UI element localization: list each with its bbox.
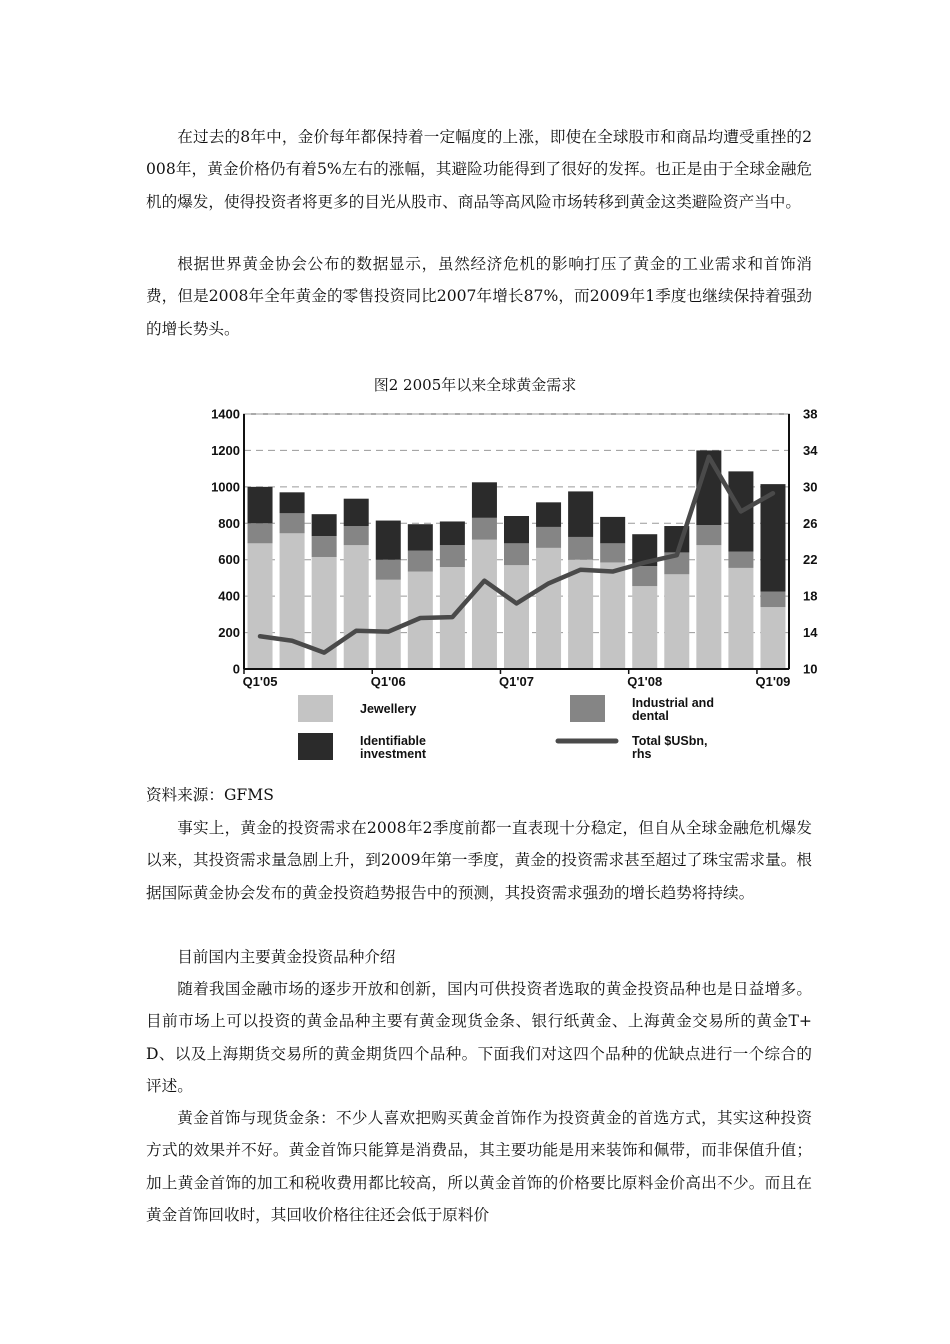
legend-label: investment xyxy=(360,747,426,761)
y-right-tick-label: 38 xyxy=(803,406,818,422)
bar-identifiable-investment xyxy=(408,524,433,550)
legend-label: Identifiable xyxy=(360,734,426,748)
bar-industrial-and-dental xyxy=(280,513,305,533)
bar-identifiable-investment xyxy=(536,502,561,527)
bar-identifiable-investment xyxy=(344,499,369,526)
legend-label: Total $USbn, xyxy=(632,734,708,748)
y-left-tick-label: 1000 xyxy=(211,479,240,495)
legend-label: Industrial and xyxy=(632,696,714,710)
bar-jewellery xyxy=(728,568,753,669)
bar-identifiable-investment xyxy=(280,492,305,513)
y-left-tick-label: 0 xyxy=(232,661,240,677)
bar-jewellery xyxy=(632,586,657,669)
bar-industrial-and-dental xyxy=(632,566,657,586)
y-left-tick-label: 800 xyxy=(218,515,240,531)
legend-label: dental xyxy=(632,709,669,723)
bar-industrial-and-dental xyxy=(472,518,497,540)
y-left-tick-label: 1200 xyxy=(211,442,240,458)
bar-jewellery xyxy=(504,565,529,669)
y-right-tick-label: 22 xyxy=(803,552,818,568)
y-right-tick-label: 30 xyxy=(803,479,818,495)
bar-industrial-and-dental xyxy=(344,526,369,545)
y-left-tick-label: 600 xyxy=(218,552,240,568)
bar-identifiable-investment xyxy=(312,514,337,536)
bar-identifiable-investment xyxy=(568,491,593,537)
bar-jewellery xyxy=(248,543,273,669)
paragraph-2: 根据世界黄金协会公布的数据显示，虽然经济危机的影响打压了黄金的工业需求和首饰消费，但是2008年全年黄金的零售投资同比2007年增长87%，而2009年1季度也继续保持着强劲的增长势头。 xyxy=(146,255,812,338)
bar-jewellery xyxy=(600,562,625,669)
x-tick-label: Q1'09 xyxy=(755,674,791,689)
paragraph-3: 事实上，黄金的投资需求在2008年2季度前都一直表现十分稳定，但自从全球金融危机爆发以来，其投资需求量急剧上升，到2009年第一季度，黄金的投资需求甚至超过了珠宝需求量。根据国际黄金协会发布的黄金投资趋势报告中的预测，其投资需求强劲的增长趋势将持续。 xyxy=(146,819,812,902)
bar-jewellery xyxy=(568,560,593,669)
paragraph-5: 随着我国金融市场的逐步开放和创新，国内可供投资者选取的黄金投资品种也是日益增多。目前市场上可以投资的黄金品种主要有黄金现货金条、银行纸黄金、上海黄金交易所的黄金T+D、以及上海期货交易所的黄金期货四个品种。下面我们对这四个品种的优缺点进行一个综合的评述。 xyxy=(146,980,812,1095)
bar-identifiable-investment xyxy=(440,521,465,545)
bar-identifiable-investment xyxy=(376,521,401,560)
gold-demand-chart xyxy=(211,403,830,763)
paragraph-6: 黄金首饰与现货金条：不少人喜欢把购买黄金首饰作为投资黄金的首选方式，其实这种投资方式的效果并不好。黄金首饰只能算是消费品，其主要功能是用来装饰和佩带，而非保值升值；加上黄金首饰的加工和税收费用都比较高，所以黄金首饰的价格要比原料金价高出不少。而且在黄金首饰回收时，其回收价格往往还会低于原料价 xyxy=(146,1109,812,1224)
figure-source: 资料来源：GFMS xyxy=(146,786,274,804)
bar-jewellery xyxy=(696,545,721,669)
y-left-tick-label: 200 xyxy=(218,625,240,641)
legend-swatch xyxy=(570,695,605,722)
bar-identifiable-investment xyxy=(600,517,625,543)
legend-label: Jewellery xyxy=(360,702,417,716)
figure-caption: 图2 2005年以来全球黄金需求 xyxy=(373,376,577,394)
legend-swatch xyxy=(298,733,333,760)
bar-identifiable-investment xyxy=(504,516,529,543)
bar-industrial-and-dental xyxy=(440,545,465,567)
bar-industrial-and-dental xyxy=(568,537,593,560)
bar-jewellery xyxy=(280,533,305,669)
legend-swatch xyxy=(298,695,333,722)
y-left-tick-label: 1400 xyxy=(211,406,240,422)
bar-jewellery xyxy=(760,607,785,669)
bar-jewellery xyxy=(344,545,369,669)
y-right-tick-label: 26 xyxy=(803,515,818,531)
y-right-tick-label: 34 xyxy=(803,442,818,458)
paragraph-4: 目前国内主要黄金投资品种介绍 xyxy=(177,948,396,966)
x-tick-label: Q1'05 xyxy=(242,674,278,689)
bar-jewellery xyxy=(376,580,401,669)
y-left-tick-label: 400 xyxy=(218,588,240,604)
bar-jewellery xyxy=(536,548,561,669)
legend-label: rhs xyxy=(632,747,652,761)
y-right-tick-label: 10 xyxy=(803,661,818,677)
bar-identifiable-investment xyxy=(248,487,273,523)
bar-industrial-and-dental xyxy=(536,527,561,548)
bar-industrial-and-dental xyxy=(312,536,337,557)
bar-industrial-and-dental xyxy=(600,543,625,562)
bar-industrial-and-dental xyxy=(408,551,433,572)
bar-jewellery xyxy=(472,540,497,669)
x-tick-label: Q1'08 xyxy=(627,674,663,689)
paragraph-1: 在过去的8年中，金价每年都保持着一定幅度的上涨，即使在全球股市和商品均遭受重挫的2008年，黄金价格仍有着5%左右的涨幅，其避险功能得到了很好的发挥。也正是由于全球金融危机的爆发，使得投资者将更多的目光从股市、商品等高风险市场转移到黄金这类避险资产当中。 xyxy=(146,128,812,211)
bar-industrial-and-dental xyxy=(248,523,273,543)
x-tick-label: Q1'07 xyxy=(499,674,534,689)
bar-industrial-and-dental xyxy=(728,552,753,568)
bar-industrial-and-dental xyxy=(504,543,529,565)
y-right-tick-label: 18 xyxy=(803,588,818,604)
x-tick-label: Q1'06 xyxy=(370,674,406,689)
bar-industrial-and-dental xyxy=(376,560,401,580)
bar-industrial-and-dental xyxy=(760,592,785,607)
bar-jewellery xyxy=(664,574,689,669)
bar-industrial-and-dental xyxy=(696,525,721,545)
y-right-tick-label: 14 xyxy=(803,625,818,641)
bar-identifiable-investment xyxy=(472,482,497,518)
